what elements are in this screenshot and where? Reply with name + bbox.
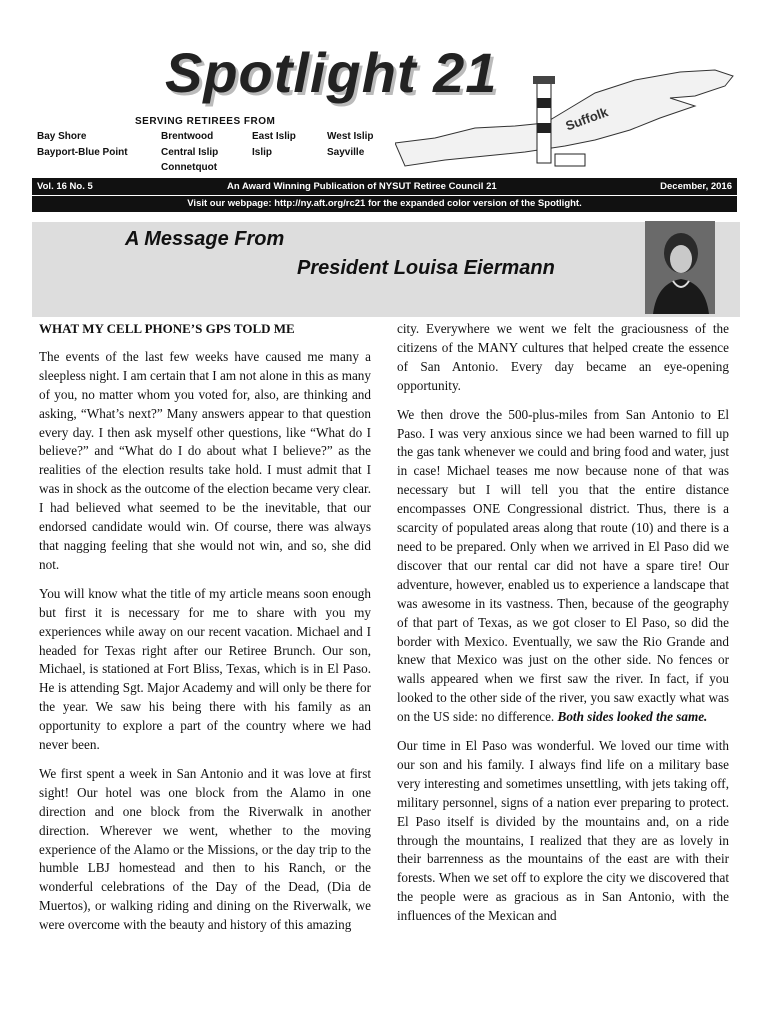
info-bar — [32, 178, 737, 195]
article-paragraph — [397, 406, 729, 727]
article-paragraph: The events of the last few weeks have caused me many a sleepless night. I am certain that I am not alone in this as many of you, no matter whom you voted for, also, are thinking and asking, “What’s next?” Many answers appear to that question every day. I then ask myself other questions, like “What do I believe?” and “What do I do about what I believe?” as the realities of the election results take hold. I must admit that I was in shock as the outcome of the election became very clear. I had believed what seemed to be the inevitable, that our endorsed candidate would win. Of course, there was always that nagging feeling that she would not win, and so, she did not. — [39, 348, 371, 572]
volume-label: Vol. 16 No. 5 — [37, 181, 93, 192]
article-column-right — [397, 320, 729, 936]
banner-line-2: President Louisa Eiermann — [297, 257, 555, 279]
president-portrait — [645, 221, 715, 314]
article-paragraph: Our time in El Paso was wonderful. We loved our time with our son and his family. I always find life on a military base very interesting and sometimes unsettling, with jets taking off, military personnel, signs of a nation ever preparing to protect. El Paso itself is divided by the mountains and, on a ride through the mountains, I realized that they are as lovely in their barrenness as the mountains of the east are with their forests. When we set off to explore the city we discovered that the people were as gracious as in San Antonio, with the influences of the Mexican and — [397, 738, 729, 924]
masthead-title: Spotlight 21 — [165, 41, 498, 104]
article-column-left — [39, 320, 371, 945]
town-islip: Islip — [252, 147, 273, 158]
emphasis-text: Both sides looked the same. — [557, 709, 708, 725]
webpage-notice: Visit our webpage: http://ny.aft.org/rc21 for the expanded color version of the Spotlight. — [32, 196, 737, 212]
serving-label: SERVING RETIREES FROM — [135, 116, 276, 127]
long-island-map-illustration — [395, 68, 737, 178]
town-brentwood: Brentwood — [161, 131, 214, 142]
article-heading: WHAT MY CELL PHONE’S GPS TOLD ME — [39, 321, 295, 336]
town-sayville: Sayville — [327, 147, 365, 158]
award-tagline: An Award Winning Publication of NYSUT Retiree Council 21 — [227, 181, 497, 192]
article-paragraph: We first spent a week in San Antonio and it was love at first sight! Our hotel was one block from the Alamo in one direction and one block from the Riverwalk in another direction. Wherever we went, whether to the moving experience of the Alamo or the Missions, or the day trip to the humble LBJ homestead and then to his Ranch, or the wonderful celebrations of the Day of the Dead, (Dia de Muertos), or walking riding and dining on the Riverwalk, we were overcome with the beauty and history of this amazing — [39, 765, 371, 933]
town-west-islip: West Islip — [327, 131, 374, 142]
banner-line-1: A Message From — [125, 228, 285, 250]
town-central-islip: Central Islip — [161, 147, 219, 158]
town-bayport: Bayport-Blue Point — [37, 147, 128, 158]
map-label-suffolk: Suffolk — [563, 104, 611, 134]
town-east-islip: East Islip — [252, 131, 296, 142]
article-paragraph: city. Everywhere we went we felt the graciousness of the citizens of the MANY cultures that helped create the essence of San Antonio. Every day became an eye-opening opportunity. — [397, 321, 729, 393]
town-connetquot: Connetquot — [161, 162, 218, 173]
paragraph-text: We then drove the 500-plus-miles from San Antonio to El Paso. I was very anxious since we had been warned to fill up the gas tank whenever we could and bring food and water, just in case! Michael teases me now because none of that was necessary but I will tell you that the entire distance encompasses ONE Congressional district. Thus, there is a scarcity of populated areas along that route (10) and there is a need to be prepared. Only when we arrived in El Paso did we discover that our rental car did not have a spare tire! Our adventure, however, enabled us to experience a landscape that was awesome in its vastness. Then, because of the geography of that part of Texas, as we got closer to El Paso, so did the border with Mexico. Eventually, we saw the Rio Grande and knew that Mexico was just on the other side. No fences or walls appeared when we first saw the river. In fact, if you looked to the other side of the river, you saw exactly what was on the US side: no difference. — [397, 406, 729, 725]
town-bay-shore: Bay Shore — [37, 131, 87, 142]
issue-date: December, 2016 — [660, 181, 732, 192]
article-paragraph: You will know what the title of my article means soon enough but first it is necessary for me to share with you my experiences while away on our recent vacation. Michael and I headed for Texas right after our Retiree Brunch. Our son, Michael, is stationed at Fort Bliss, Texas, which is in El Paso. He is attending Sgt. Major Academy and will only be there for the year. We saw his being there with his family as an opportunity to explore a part of the country where we had never been. — [39, 585, 371, 753]
